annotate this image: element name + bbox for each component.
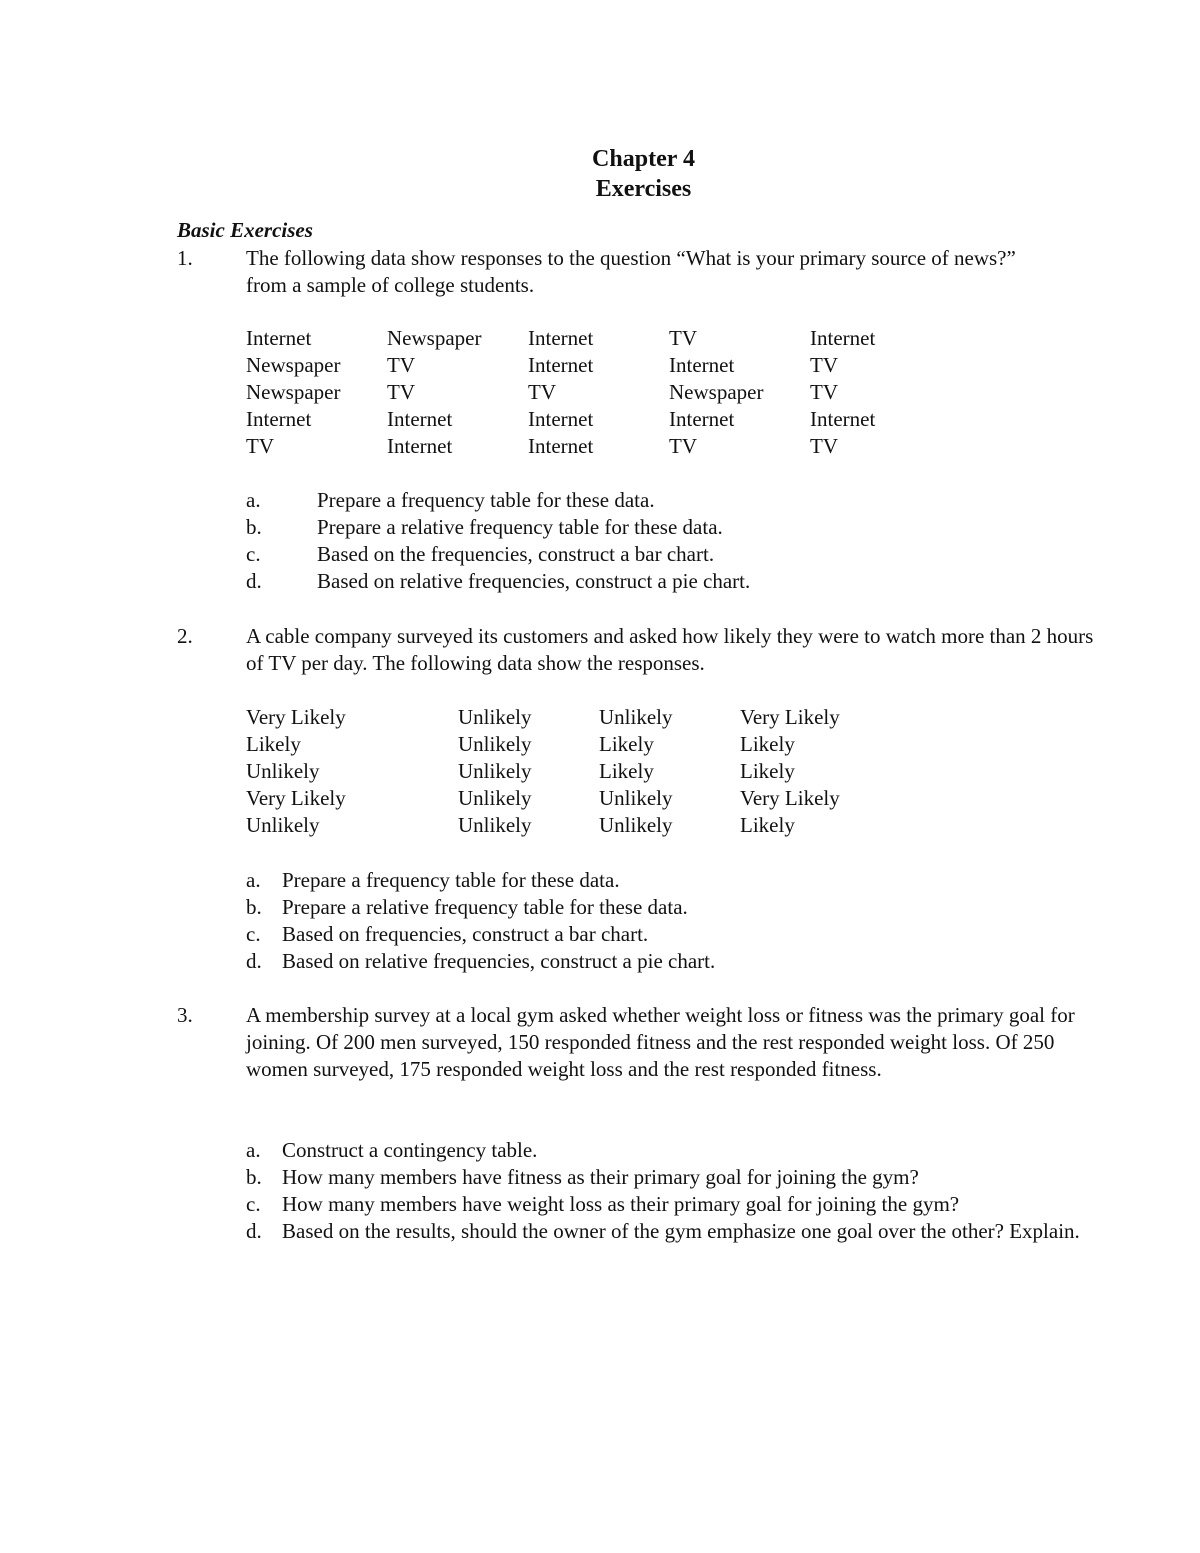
part-letter: c. xyxy=(246,922,261,946)
part-text: Prepare a relative frequency table for these data. xyxy=(317,515,723,539)
table-cell: Unlikely xyxy=(246,813,320,837)
list-item xyxy=(246,921,1046,948)
table-cell: Internet xyxy=(810,407,876,431)
table-cell: Unlikely xyxy=(246,759,320,783)
question-2-number: 2. xyxy=(177,624,193,648)
table-cell: Likely xyxy=(740,732,795,756)
table-cell: Internet xyxy=(246,326,312,350)
part-text: How many members have fitness as their primary goal for joining the gym? xyxy=(282,1165,919,1189)
list-item xyxy=(246,1137,1106,1164)
table-cell: Very Likely xyxy=(246,786,346,810)
table-row xyxy=(246,406,946,433)
table-cell: Internet xyxy=(669,407,735,431)
table-cell: Internet xyxy=(528,434,594,458)
part-letter: b. xyxy=(246,515,262,539)
table-cell: TV xyxy=(810,380,838,404)
question-1-text: The following data show responses to the question “What is your primary source of news?” from a sample of college students. xyxy=(246,246,1016,297)
list-item xyxy=(246,867,1046,894)
page-title: Exercises xyxy=(595,176,692,202)
table-cell: Unlikely xyxy=(458,705,532,729)
table-cell: Unlikely xyxy=(599,813,673,837)
table-cell: TV xyxy=(810,434,838,458)
table-cell: Very Likely xyxy=(740,786,840,810)
question-1-number: 1. xyxy=(177,246,193,270)
table-cell: Likely xyxy=(246,732,301,756)
table-cell: TV xyxy=(528,380,556,404)
table-cell: Internet xyxy=(528,353,594,377)
table-row xyxy=(246,325,946,352)
part-letter: a. xyxy=(246,868,261,892)
table-row xyxy=(246,704,946,731)
part-text: Based on frequencies, construct a bar chart. xyxy=(282,922,649,946)
table-cell: TV xyxy=(387,353,415,377)
list-item xyxy=(246,948,1046,975)
part-letter: a. xyxy=(246,488,261,512)
part-letter: d. xyxy=(246,949,262,973)
part-text: Based on relative frequencies, construct a pie chart. xyxy=(317,569,751,593)
table-cell: Internet xyxy=(387,407,453,431)
table-cell: Newspaper xyxy=(387,326,482,350)
table-cell: Internet xyxy=(528,326,594,350)
table-row xyxy=(246,433,946,460)
list-item xyxy=(246,541,1046,568)
table-cell: Very Likely xyxy=(740,705,840,729)
part-letter: d. xyxy=(246,569,262,593)
table-cell: Internet xyxy=(669,353,735,377)
table-cell: Unlikely xyxy=(458,813,532,837)
table-cell: Internet xyxy=(246,407,312,431)
part-text: Prepare a frequency table for these data. xyxy=(317,488,655,512)
table-cell: TV xyxy=(810,353,838,377)
question-3-number: 3. xyxy=(177,1003,193,1027)
table-cell: Newspaper xyxy=(246,353,341,377)
question-1-parts xyxy=(246,487,1046,595)
part-letter: c. xyxy=(246,542,261,566)
table-row xyxy=(246,785,946,812)
table-row xyxy=(246,352,946,379)
list-item xyxy=(246,894,1046,921)
table-cell: Unlikely xyxy=(458,759,532,783)
part-text: Construct a contingency table. xyxy=(282,1138,538,1162)
question-2-parts xyxy=(246,867,1046,975)
table-cell: TV xyxy=(246,434,274,458)
question-1-data-table xyxy=(246,325,946,460)
table-row xyxy=(246,812,946,839)
table-cell: TV xyxy=(669,434,697,458)
part-letter: d. xyxy=(246,1219,262,1243)
question-3-text: A membership survey at a local gym asked whether weight loss or fitness was the primary goal for joining. Of 200 men surveyed, 150 responded fitness and the rest responded weight loss. Of 250 women surveyed, 175 responded weight loss and the rest responded fitness. xyxy=(246,1003,1075,1081)
table-cell: Newspaper xyxy=(246,380,341,404)
table-cell: TV xyxy=(387,380,415,404)
section-heading: Basic Exercises xyxy=(177,218,313,242)
part-text: Based on the results, should the owner of the gym emphasize one goal over the other? Explain. xyxy=(282,1219,1080,1243)
table-cell: Internet xyxy=(387,434,453,458)
list-item xyxy=(246,1164,1106,1191)
table-cell: Very Likely xyxy=(246,705,346,729)
question-3-parts xyxy=(246,1137,1106,1245)
list-item xyxy=(246,568,1046,595)
part-letter: a. xyxy=(246,1138,261,1162)
table-cell: Likely xyxy=(599,759,654,783)
question-2-data-table xyxy=(246,704,946,839)
part-letter: c. xyxy=(246,1192,261,1216)
list-item xyxy=(246,1191,1106,1218)
table-cell: Newspaper xyxy=(669,380,764,404)
table-cell: Internet xyxy=(810,326,876,350)
table-cell: Internet xyxy=(528,407,594,431)
table-cell: Unlikely xyxy=(458,786,532,810)
table-cell: Unlikely xyxy=(458,732,532,756)
part-text: Based on the frequencies, construct a bar chart. xyxy=(317,542,715,566)
list-item xyxy=(246,1218,1106,1245)
table-row xyxy=(246,758,946,785)
table-cell: Unlikely xyxy=(599,705,673,729)
table-row xyxy=(246,731,946,758)
part-text: Prepare a relative frequency table for these data. xyxy=(282,895,688,919)
part-letter: b. xyxy=(246,895,262,919)
list-item xyxy=(246,514,1046,541)
part-text: Based on relative frequencies, construct a pie chart. xyxy=(282,949,716,973)
question-2-text: A cable company surveyed its customers and asked how likely they were to watch more than 2 hours of TV per day. The following data show the responses. xyxy=(246,624,1094,675)
chapter-title: Chapter 4 xyxy=(592,146,695,172)
table-cell: Likely xyxy=(740,759,795,783)
table-cell: TV xyxy=(669,326,697,350)
part-letter: b. xyxy=(246,1165,262,1189)
table-cell: Likely xyxy=(740,813,795,837)
list-item xyxy=(246,487,1046,514)
part-text: How many members have weight loss as their primary goal for joining the gym? xyxy=(282,1192,960,1216)
part-text: Prepare a frequency table for these data. xyxy=(282,868,620,892)
table-cell: Unlikely xyxy=(599,786,673,810)
table-row xyxy=(246,379,946,406)
table-cell: Likely xyxy=(599,732,654,756)
